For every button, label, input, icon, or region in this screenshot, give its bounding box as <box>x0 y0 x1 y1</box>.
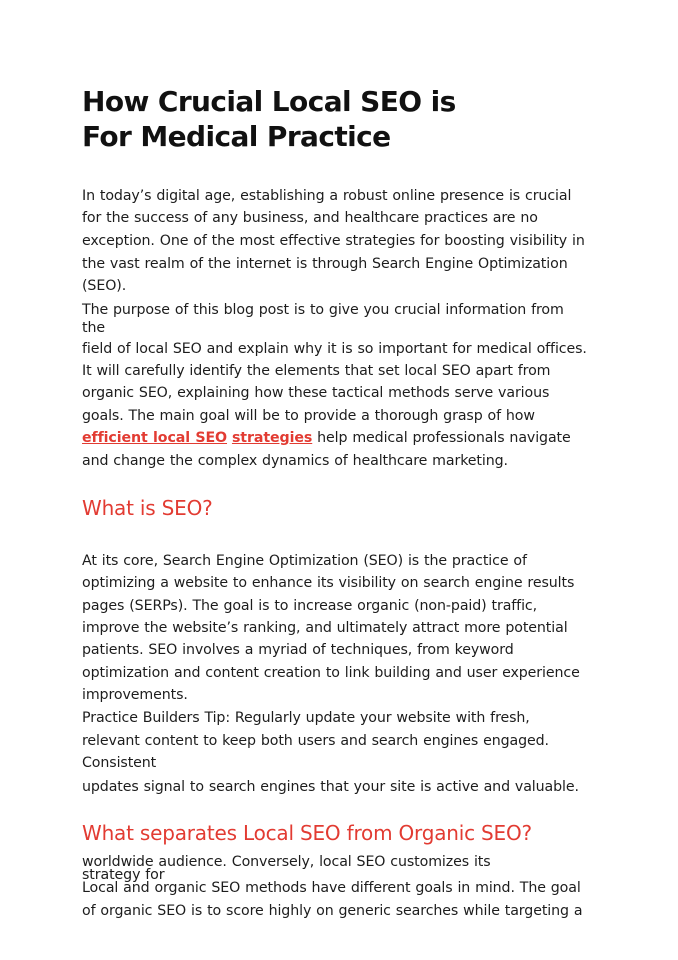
intro-line: exception. One of the most effective strategies for boosting visibility in <box>82 233 585 249</box>
intro-line: In today’s digital age, establishing a robust online presence is crucial <box>82 188 572 204</box>
section1-line: improvements. <box>82 687 188 703</box>
intro-line: It will carefully identify the elements that set local SEO apart from <box>82 363 551 379</box>
section-heading-local-vs-organic: What separates Local SEO from Organic SEO? <box>82 821 532 845</box>
section1-line: At its core, Search Engine Optimization (SEO) is the practice of <box>82 553 527 569</box>
section2-line: strategy for <box>82 867 165 883</box>
intro-line: The purpose of this blog post is to give you crucial information from <box>82 302 564 318</box>
intro-line: for the success of any business, and healthcare practices are no <box>82 210 538 226</box>
section1-line: Consistent <box>82 755 157 771</box>
section1-line: improve the website’s ranking, and ultimately attract more potential <box>82 620 568 636</box>
intro-link-line <box>82 429 571 447</box>
intro-line: (SEO). <box>82 278 127 294</box>
intro-line: goals. The main goal will be to provide a thorough grasp of how <box>82 408 535 424</box>
intro-line: organic SEO, explaining how these tactical methods serve various <box>82 385 550 401</box>
title-line-1: How Crucial Local SEO is <box>82 85 456 118</box>
intro-line: the <box>82 320 105 336</box>
section1-line: patients. SEO involves a myriad of techniques, from keyword <box>82 642 514 658</box>
page-title <box>82 84 602 154</box>
link-line-text: help medical professionals navigate <box>312 430 571 446</box>
title-line-2: For Medical Practice <box>82 120 391 153</box>
section-heading-what-is-seo: What is SEO? <box>82 496 213 520</box>
section2-line: worldwide audience. Conversely, local SEO customizes its <box>82 854 491 870</box>
section1-line: Practice Builders Tip: Regularly update your website with fresh, <box>82 710 530 726</box>
section1-line: optimization and content creation to link building and user experience <box>82 665 580 681</box>
intro-line: the vast realm of the internet is through Search Engine Optimization <box>82 256 568 272</box>
section1-line: updates signal to search engines that your site is active and valuable. <box>82 779 579 795</box>
section1-line: optimizing a website to enhance its visibility on search engine results <box>82 575 575 591</box>
section1-line: relevant content to keep both users and search engines engaged. <box>82 733 549 749</box>
intro-line: field of local SEO and explain why it is so important for medical offices. <box>82 341 587 357</box>
section2-line: of organic SEO is to score highly on generic searches while targeting a <box>82 903 583 919</box>
section1-line: pages (SERPs). The goal is to increase organic (non-paid) traffic, <box>82 598 538 614</box>
efficient-local-seo-link[interactable]: efficient local SEO <box>82 430 228 446</box>
section2-line: Local and organic SEO methods have different goals in mind. The goal <box>82 880 581 896</box>
intro-line: and change the complex dynamics of healthcare marketing. <box>82 453 508 469</box>
strategies-link[interactable]: strategies <box>231 430 313 446</box>
